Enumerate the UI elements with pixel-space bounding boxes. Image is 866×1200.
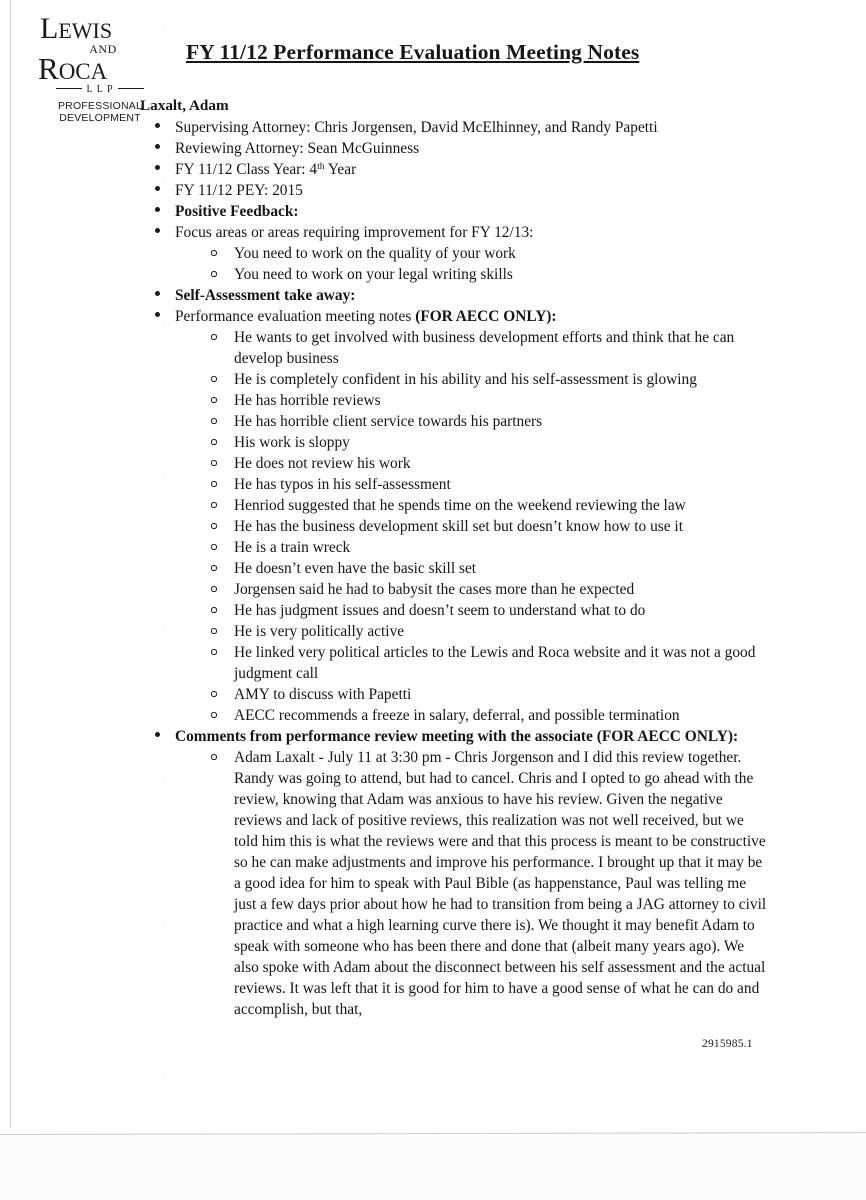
pey-text: FY 11/12 PEY: 2015 xyxy=(175,182,303,199)
logo-rule-right xyxy=(118,88,144,89)
meeting-note-text: He has judgment issues and doesn’t seem to understand what to do xyxy=(234,602,646,619)
sublist-item xyxy=(175,327,770,369)
comments-sublist xyxy=(175,747,770,1020)
list-item-positive-feedback xyxy=(0,201,866,222)
comments-heading: Comments from performance review meeting with the associate (FOR AECC ONLY): xyxy=(175,728,739,745)
bullet-circle-icon xyxy=(211,460,217,466)
bullet-disc-icon xyxy=(155,228,160,233)
meeting-note-text: He linked very political articles to the Lewis and Roca website and it was not a good judgment call xyxy=(234,644,756,682)
list-item-class-year xyxy=(0,159,866,180)
positive-feedback-heading: Positive Feedback: xyxy=(175,203,299,220)
bullet-disc-icon xyxy=(155,144,160,149)
comments-body-text: Adam Laxalt - July 11 at 3:30 pm - Chris Jorgenson and I did this review together. Randy was going to attend, but had to cancel. Chris and I opted to go ahead with the review, knowing that Adam was anxious to have his review. Given the negative reviews and lack of positive reviews, this realization was not well received, but we told him this is what the reviews were and that this process is meant to be constructive so he can make adjustments and improve his performance. I brought up that it may be a good idea for him to speak with Paul Bible (as happenstance, Paul was telling me just a few days prior about how he had to transition from being a JAG attorney to civil practice and what a high learning curve there is). We thought it may benefit Adam to speak with someone who has been there and done that (albeit many years ago). We also spoke with Adam about the disconnect between his self assessment and the actual reviews. It was left that it is good for him to have a good sense of what he can do and accomplish, but that, xyxy=(234,749,767,1018)
list-item-supervising-attorney xyxy=(0,117,866,138)
logo-roca-rest: OCA xyxy=(58,59,108,84)
logo-roca-text xyxy=(36,53,164,84)
focus-areas-sublist xyxy=(175,243,770,285)
meeting-note-text: He has the business development skill set but doesn’t know how to use it xyxy=(234,518,683,535)
bullet-circle-icon xyxy=(211,481,217,487)
logo-roca-initial: R xyxy=(38,51,59,86)
sublist-item xyxy=(175,432,770,453)
sublist-item xyxy=(175,579,770,600)
sublist-item xyxy=(175,453,770,474)
meeting-note-text: His work is sloppy xyxy=(234,434,350,451)
sublist-item xyxy=(175,600,770,621)
sublist-item xyxy=(175,369,770,390)
list-item-self-assessment xyxy=(0,285,866,306)
meeting-note-text: He has horrible reviews xyxy=(234,392,381,409)
bullet-disc-icon xyxy=(155,207,160,212)
meeting-note-text: Henriod suggested that he spends time on the weekend reviewing the law xyxy=(234,497,686,514)
logo-lewis-rest: EWIS xyxy=(58,18,113,43)
main-bullet-list xyxy=(0,117,866,1020)
logo-professional-text: PROFESSIONAL xyxy=(57,100,143,112)
sublist-item xyxy=(175,495,770,516)
list-item-pey xyxy=(0,180,866,201)
meeting-note-text: He doesn’t even have the basic skill set xyxy=(234,560,477,577)
logo-lewis-text xyxy=(36,14,164,44)
logo-llp-text: L L P xyxy=(86,84,114,95)
page-title: FY 11/12 Performance Evaluation Meeting Notes xyxy=(186,40,640,64)
scanner-bed-background xyxy=(0,1136,866,1200)
supervising-attorney-text: Supervising Attorney: Chris Jorgensen, David McElhinney, and Randy Papetti xyxy=(175,119,658,136)
sublist-item xyxy=(175,390,770,411)
meeting-note-text: He has typos in his self-assessment xyxy=(234,476,451,493)
bullet-circle-icon xyxy=(211,334,217,340)
bullet-circle-icon xyxy=(211,691,217,697)
bullet-disc-icon xyxy=(155,165,160,170)
bullet-disc-icon xyxy=(155,123,160,128)
meeting-note-text: He is a train wreck xyxy=(234,539,351,556)
bullet-circle-icon xyxy=(211,649,217,655)
class-year-ordinal-suffix: th xyxy=(317,161,325,172)
bullet-circle-icon xyxy=(211,439,217,445)
bullet-disc-icon xyxy=(155,291,160,296)
bullet-circle-icon xyxy=(211,397,217,403)
sublist-item xyxy=(175,411,770,432)
self-assessment-heading: Self-Assessment take away: xyxy=(175,287,356,304)
sublist-item xyxy=(175,474,770,495)
list-item-reviewing-attorney xyxy=(0,138,866,159)
bullet-circle-icon xyxy=(211,607,217,613)
bullet-circle-icon xyxy=(211,271,217,277)
bullet-circle-icon xyxy=(211,502,217,508)
meeting-note-text: AECC recommends a freeze in salary, deferral, and possible termination xyxy=(234,707,680,724)
meeting-notes-sublist xyxy=(175,327,770,726)
bullet-disc-icon xyxy=(155,186,160,191)
for-aecc-only-label: (FOR AECC ONLY): xyxy=(415,308,557,325)
document-footer-id: 2915985.1 xyxy=(702,1038,753,1050)
logo-lewis-initial: L xyxy=(40,12,59,45)
logo-rule-left xyxy=(56,88,82,89)
reviewing-attorney-text: Reviewing Attorney: Sean McGuinness xyxy=(175,140,420,157)
sublist-item xyxy=(175,684,770,705)
list-item-comments xyxy=(0,726,866,1020)
bullet-circle-icon xyxy=(211,754,217,760)
list-item-focus-areas xyxy=(0,222,866,285)
logo-llp-line xyxy=(36,85,164,95)
class-year-text: FY 11/12 Class Year: 4 xyxy=(175,161,318,178)
performance-notes-heading: Performance evaluation meeting notes xyxy=(175,308,416,325)
meeting-note-text: Jorgensen said he had to babysit the cases more than he expected xyxy=(234,581,635,598)
list-item-performance-notes xyxy=(0,306,866,726)
bullet-circle-icon xyxy=(211,712,217,718)
bullet-circle-icon xyxy=(211,565,217,571)
document-body xyxy=(0,96,866,1020)
bullet-circle-icon xyxy=(211,544,217,550)
bullet-disc-icon xyxy=(155,312,160,317)
sublist-item xyxy=(175,642,770,684)
class-year-suffix-text: Year xyxy=(324,161,357,178)
sublist-item xyxy=(175,705,770,726)
bullet-circle-icon xyxy=(211,418,217,424)
meeting-note-text: He does not review his work xyxy=(234,455,411,472)
focus-areas-heading: Focus areas or areas requiring improvement for FY 12/13: xyxy=(175,224,534,241)
sublist-item xyxy=(175,558,770,579)
focus-area-text: You need to work on your legal writing skills xyxy=(234,266,513,283)
meeting-note-text: He wants to get involved with business development efforts and think that he can develop business xyxy=(234,329,735,367)
sublist-item xyxy=(175,621,770,642)
logo-and-text: AND xyxy=(89,42,117,56)
focus-area-text: You need to work on the quality of your work xyxy=(234,245,516,262)
sublist-item xyxy=(175,516,770,537)
meeting-note-text: He is completely confident in his ability and his self-assessment is glowing xyxy=(234,371,697,388)
meeting-note-text: He is very politically active xyxy=(234,623,405,640)
sublist-item xyxy=(175,747,770,1020)
bullet-circle-icon xyxy=(211,250,217,256)
bullet-circle-icon xyxy=(211,523,217,529)
bullet-circle-icon xyxy=(211,586,217,592)
bullet-circle-icon xyxy=(211,628,217,634)
meeting-note-text: He has horrible client service towards his partners xyxy=(234,413,543,430)
sublist-item xyxy=(175,537,770,558)
bullet-disc-icon xyxy=(155,732,160,737)
sublist-item xyxy=(175,243,770,264)
associate-name: Laxalt, Adam xyxy=(140,97,229,114)
logo-development-text: DEVELOPMENT xyxy=(59,111,141,124)
sublist-item xyxy=(175,264,770,285)
bullet-circle-icon xyxy=(211,376,217,382)
meeting-note-text: AMY to discuss with Papetti xyxy=(234,686,412,703)
